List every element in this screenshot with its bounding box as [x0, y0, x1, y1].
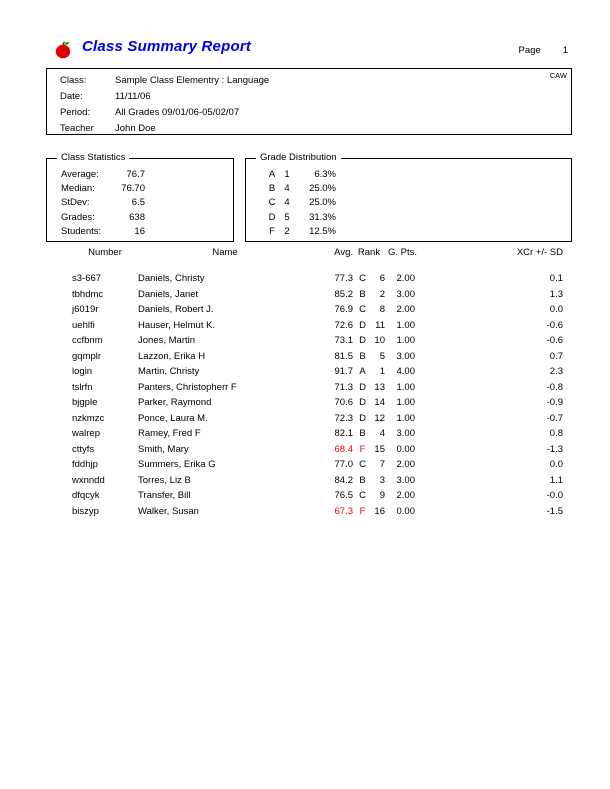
grade-percent: 12.5% — [309, 225, 336, 237]
cell-number: cttyfs — [72, 443, 95, 455]
info-value: 11/11/06 — [115, 91, 151, 102]
cell-xcr: 2.3 — [549, 366, 563, 377]
table-row — [0, 364, 610, 380]
grade-letter: C — [268, 197, 276, 209]
table-row — [0, 302, 610, 318]
grade-distribution-row — [246, 168, 571, 182]
cell-gpts: 0.00 — [396, 505, 415, 517]
cell-xcr: -0.8 — [546, 381, 563, 393]
table-row — [0, 380, 610, 396]
grade-count: 4 — [284, 183, 290, 195]
stat-label: Students: — [61, 225, 102, 237]
cell-gpts: 1.00 — [396, 335, 415, 346]
cell-avg: 70.6 — [334, 397, 353, 408]
cell-xcr: 0.7 — [549, 350, 563, 362]
info-label: Period: — [60, 107, 91, 118]
cell-gpts: 2.00 — [396, 459, 415, 470]
info-value: Sample Class Elementry : Language — [115, 75, 270, 86]
cell-number: biszyp — [72, 505, 99, 517]
cell-gpts: 3.00 — [396, 428, 415, 439]
page-label: Page — [518, 45, 541, 56]
cell-rank: 13 — [374, 381, 385, 393]
cell-xcr: 1.3 — [549, 288, 563, 300]
col-header-avg: Avg. — [334, 247, 353, 258]
cell-number: dfqcyk — [72, 490, 100, 501]
cell-grade: D — [359, 381, 366, 393]
cell-name: Martin, Christy — [138, 366, 200, 377]
page-number: 1 — [562, 45, 568, 56]
cell-xcr: -0.9 — [546, 397, 563, 408]
cell-grade: C — [359, 304, 366, 315]
class-statistics-rows — [47, 168, 233, 239]
col-header-number: Number — [88, 247, 122, 258]
col-header-rank: Rank — [357, 247, 381, 258]
cell-avg: 81.5 — [334, 350, 353, 362]
grade-letter: F — [269, 225, 275, 237]
cell-gpts: 2.00 — [396, 273, 415, 284]
table-row — [0, 271, 610, 287]
cell-rank: 7 — [379, 459, 385, 470]
stat-value: 16 — [134, 225, 145, 237]
grade-percent: 6.3% — [314, 169, 336, 180]
grade-distribution-row — [246, 196, 571, 210]
cell-xcr: 0.1 — [549, 273, 563, 284]
grade-distribution-title: Grade Distribution — [256, 152, 341, 164]
cell-rank: 12 — [374, 412, 385, 424]
cell-rank: 15 — [374, 443, 385, 455]
table-row — [0, 426, 610, 442]
cell-grade: B — [359, 350, 366, 362]
cell-gpts: 1.00 — [396, 397, 415, 408]
cell-grade: D — [359, 335, 366, 346]
cell-rank: 2 — [379, 288, 385, 300]
table-row — [0, 318, 610, 334]
grade-letter: D — [268, 211, 276, 223]
class-statistics-title: Class Statistics — [57, 152, 129, 164]
cell-avg: 71.3 — [334, 381, 353, 393]
cell-name: Daniels, Janet — [138, 288, 199, 300]
col-header-name: Name — [212, 247, 238, 258]
cell-xcr: -1.3 — [546, 443, 563, 455]
cell-name: Walker, Susan — [138, 505, 199, 517]
class-info-box — [46, 68, 572, 135]
class-info-rows — [47, 73, 571, 137]
cell-xcr: -0.7 — [546, 412, 563, 424]
cell-name: Summers, Erika G — [138, 459, 216, 470]
cell-gpts: 1.00 — [396, 319, 415, 331]
info-row — [47, 73, 571, 89]
table-row — [0, 411, 610, 427]
apple-icon — [54, 40, 73, 59]
cell-avg: 77.0 — [334, 459, 353, 470]
cell-xcr: 0.0 — [549, 304, 563, 315]
cell-number: login — [72, 366, 93, 377]
cell-xcr: 0.8 — [549, 428, 563, 439]
cell-rank: 11 — [375, 319, 385, 331]
cell-rank: 3 — [379, 474, 385, 486]
cell-grade: D — [359, 319, 366, 331]
table-row — [0, 457, 610, 473]
cell-number: bjgple — [72, 397, 98, 408]
cell-grade: B — [359, 428, 366, 439]
table-row — [0, 473, 610, 489]
cell-name: Hauser, Helmut K. — [138, 319, 216, 331]
stat-value: 638 — [129, 211, 145, 223]
cell-avg: 91.7 — [334, 366, 353, 377]
stat-row — [47, 182, 233, 196]
cell-gpts: 4.00 — [396, 366, 415, 377]
cell-avg: 68.4 — [334, 443, 353, 455]
cell-grade: F — [359, 505, 366, 517]
cell-name: Torres, Liz B — [138, 474, 191, 486]
cell-xcr: 0.0 — [549, 459, 563, 470]
stat-row — [47, 211, 233, 225]
cell-number: uehlfi — [72, 319, 95, 331]
cell-rank: 4 — [379, 428, 385, 439]
cell-number: walrep — [72, 428, 100, 439]
grade-distribution-rows — [246, 168, 571, 239]
cell-number: s3-667 — [72, 273, 102, 284]
cell-name: Panters, Christopherr F — [138, 381, 237, 393]
table-header-row — [0, 246, 610, 259]
table-row — [0, 395, 610, 411]
grade-distribution-row — [246, 225, 571, 239]
cell-grade: F — [359, 443, 366, 455]
cell-grade: C — [359, 490, 366, 501]
cell-name: Parker, Raymond — [138, 397, 212, 408]
cell-xcr: -0.6 — [546, 319, 563, 331]
cell-rank: 1 — [379, 366, 385, 377]
page-title: Class Summary Report — [82, 38, 252, 55]
cell-grade: B — [359, 474, 366, 486]
report-header — [47, 37, 570, 63]
info-label: Class: — [60, 75, 87, 86]
cell-grade: C — [359, 459, 366, 470]
cell-avg: 85.2 — [334, 288, 353, 300]
cell-avg: 67.3 — [334, 505, 353, 517]
table-row — [0, 287, 610, 303]
cell-avg: 76.5 — [334, 490, 353, 501]
corner-tag: CAW — [549, 71, 567, 80]
student-table — [0, 246, 610, 519]
grade-distribution-row — [246, 211, 571, 225]
table-row — [0, 504, 610, 520]
cell-xcr: -0.0 — [546, 490, 563, 501]
cell-rank: 8 — [379, 304, 385, 315]
cell-gpts: 1.00 — [396, 381, 415, 393]
cell-avg: 72.3 — [334, 412, 353, 424]
cell-xcr: -0.6 — [546, 335, 563, 346]
cell-gpts: 2.00 — [396, 490, 415, 501]
cell-number: gqmplr — [72, 350, 102, 362]
stat-label: Median: — [61, 183, 95, 195]
cell-avg: 77.3 — [334, 273, 353, 284]
grade-letter: B — [268, 183, 276, 195]
table-row — [0, 349, 610, 365]
cell-grade: C — [359, 273, 366, 284]
cell-grade: D — [359, 397, 366, 408]
cell-avg: 84.2 — [334, 474, 353, 486]
info-row — [47, 89, 571, 105]
cell-name: Transfer, Bill — [138, 490, 191, 501]
info-value: All Grades 09/01/06-05/02/07 — [115, 107, 240, 118]
cell-number: nzkmzc — [72, 412, 105, 424]
page-indicator — [519, 45, 568, 56]
col-header-gpts: G. Pts. — [388, 247, 418, 258]
cell-gpts: 3.00 — [396, 474, 415, 486]
cell-grade: D — [359, 412, 366, 424]
cell-avg: 76.9 — [334, 304, 353, 315]
cell-name: Jones, Martin — [138, 335, 196, 346]
cell-number: ccfbnm — [72, 335, 103, 346]
stat-value: 6.5 — [131, 197, 145, 209]
cell-rank: 14 — [374, 397, 385, 408]
grade-percent: 25.0% — [309, 197, 336, 209]
stat-label: StDev: — [61, 197, 90, 209]
stat-row — [47, 196, 233, 210]
info-label: Date: — [60, 91, 83, 102]
grade-letter: A — [268, 169, 276, 180]
table-row — [0, 333, 610, 349]
cell-avg: 82.1 — [334, 428, 353, 439]
cell-rank: 10 — [374, 335, 385, 346]
cell-gpts: 3.00 — [396, 350, 415, 362]
info-row — [47, 105, 571, 121]
grade-count: 1 — [284, 169, 290, 180]
cell-number: fddhjp — [72, 459, 98, 470]
cell-xcr: -1.5 — [546, 505, 563, 517]
cell-rank: 5 — [379, 350, 385, 362]
grade-distribution-row — [246, 182, 571, 196]
table-row — [0, 442, 610, 458]
cell-avg: 73.1 — [334, 335, 353, 346]
grade-count: 2 — [284, 225, 290, 237]
cell-grade: A — [359, 366, 366, 377]
cell-rank: 16 — [374, 505, 385, 517]
cell-number: wxnndd — [72, 474, 105, 486]
cell-grade: B — [359, 288, 366, 300]
grade-count: 5 — [284, 211, 290, 223]
cell-name: Smith, Mary — [138, 443, 189, 455]
cell-name: Ponce, Laura M. — [138, 412, 208, 424]
cell-rank: 6 — [379, 273, 385, 284]
stat-row — [47, 168, 233, 182]
stat-label: Grades: — [61, 211, 95, 223]
info-value: John Doe — [115, 123, 156, 134]
cell-gpts: 0.00 — [396, 443, 415, 455]
stat-row — [47, 225, 233, 239]
grade-distribution-box — [245, 152, 572, 242]
grade-count: 4 — [284, 197, 290, 209]
cell-xcr: 1.1 — [549, 474, 563, 486]
col-header-xcr: XCr +/- SD — [516, 247, 563, 258]
cell-name: Ramey, Fred F — [138, 428, 201, 439]
cell-number: j6019r — [72, 304, 99, 315]
cell-number: tbhdmc — [72, 288, 104, 300]
grade-percent: 25.0% — [309, 183, 336, 195]
cell-name: Daniels, Christy — [138, 273, 205, 284]
table-row — [0, 488, 610, 504]
student-table-body — [0, 271, 610, 519]
cell-rank: 9 — [379, 490, 385, 501]
cell-gpts: 2.00 — [396, 304, 415, 315]
cell-number: tslrfn — [72, 381, 93, 393]
cell-gpts: 3.00 — [396, 288, 415, 300]
cell-name: Lazzon, Erika H — [138, 350, 206, 362]
stat-label: Average: — [61, 169, 99, 180]
info-label: Teacher — [60, 123, 94, 134]
class-statistics-box — [46, 152, 234, 242]
stat-value: 76.7 — [126, 169, 145, 180]
cell-name: Daniels, Robert J. — [138, 304, 214, 315]
info-row — [47, 121, 571, 137]
grade-percent: 31.3% — [309, 211, 336, 223]
cell-avg: 72.6 — [334, 319, 353, 331]
cell-gpts: 1.00 — [396, 412, 415, 424]
stat-value: 76.70 — [121, 183, 145, 195]
